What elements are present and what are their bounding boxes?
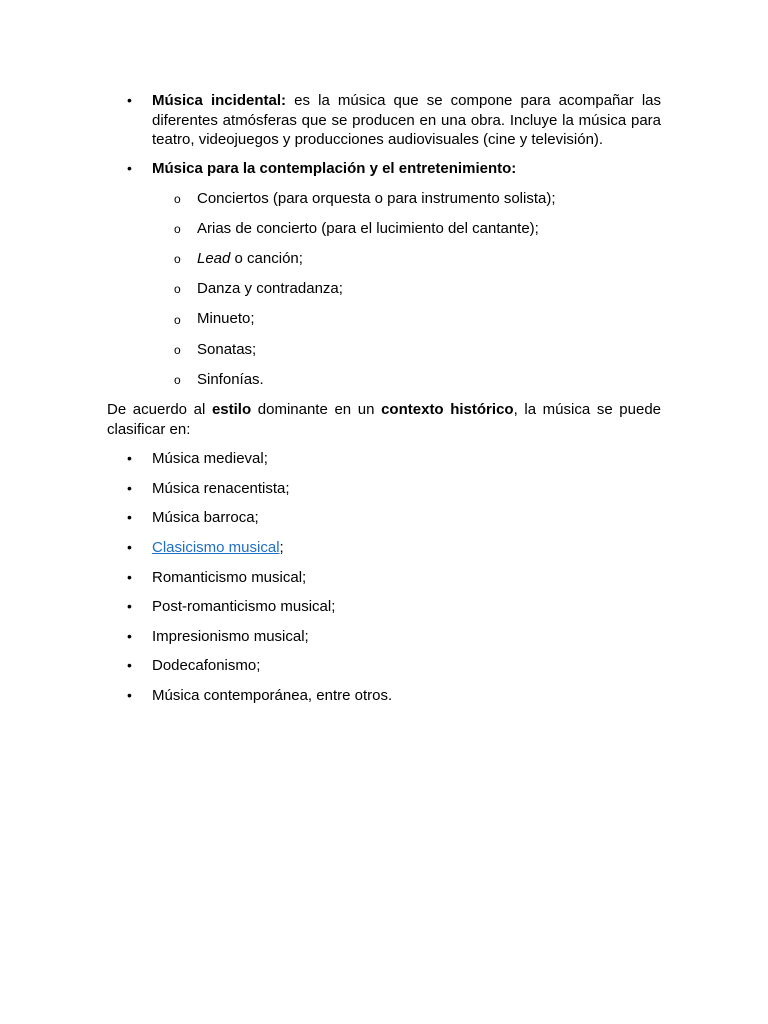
period-item-text: Post-romanticismo musical;: [152, 598, 336, 615]
list-item: [152, 597, 661, 617]
list-item-contemplacion: [152, 159, 661, 179]
list-item-musica-incidental: [152, 91, 661, 150]
sub-list-item: [197, 249, 661, 269]
sub-list-item: [197, 279, 661, 299]
list-item: [152, 686, 661, 706]
sub-item-text: Sinfonías.: [197, 371, 264, 388]
sub-item-text: o canción;: [230, 250, 303, 267]
sub-item-text: Danza y contradanza;: [197, 280, 343, 297]
sub-list-marker: o: [174, 192, 181, 206]
sub-list-item: [197, 189, 661, 209]
paragraph-part-1: De acuerdo al: [107, 401, 212, 418]
definition-line-3: teatro, videojuegos y producciones audiovisuales (cine y televisión).: [152, 131, 604, 148]
definition-line-1: es la música que se compone para acompañar las: [294, 92, 662, 109]
list-bullet: •: [127, 628, 132, 644]
list-bullet: •: [127, 539, 132, 555]
period-item-text: Música contemporánea, entre otros.: [152, 687, 393, 704]
period-item-text: Impresionismo musical;: [152, 628, 309, 645]
list-bullet: •: [127, 598, 132, 614]
list-item: [152, 627, 661, 647]
list-item: [152, 449, 661, 469]
sub-list-marker: o: [174, 282, 181, 296]
sub-list-item: [197, 309, 661, 329]
list-item: [152, 538, 661, 558]
list-bullet: •: [127, 480, 132, 496]
paragraph-line-2: clasificar en:: [107, 420, 191, 438]
list-bullet: •: [127, 569, 132, 585]
sub-item-text: Arias de concierto (para el lucimiento del cantante);: [197, 220, 539, 237]
paragraph-bold-contexto: contexto histórico: [381, 401, 514, 418]
period-item-text: Dodecafonismo;: [152, 657, 261, 674]
period-item-text: Música medieval;: [152, 450, 268, 467]
list-item: [152, 568, 661, 588]
period-item-text: Música renacentista;: [152, 480, 290, 497]
paragraph-part-3: , la música se puede: [513, 401, 662, 418]
sub-list-marker: o: [174, 343, 181, 357]
list-item: [152, 479, 661, 499]
list-item: [152, 508, 661, 528]
paragraph-bold-estilo: estilo: [211, 401, 252, 418]
sub-list-item: [197, 370, 661, 390]
sub-list-marker: o: [174, 313, 181, 327]
classification-paragraph: [107, 400, 661, 439]
list-bullet: •: [127, 657, 132, 673]
period-item-text: Música barroca;: [152, 509, 259, 526]
sub-item-text: Conciertos (para orquesta o para instrumento solista);: [197, 190, 556, 207]
sub-list-marker: o: [174, 252, 181, 266]
period-item-text: Romanticismo musical;: [152, 569, 307, 586]
term-musica-incidental: Música incidental:: [152, 92, 286, 109]
sub-item-text: Sonatas;: [197, 341, 257, 358]
list-bullet: •: [127, 509, 132, 525]
term-contemplacion: Música para la contemplación y el entretenimiento:: [152, 160, 517, 177]
sub-list-marker: o: [174, 373, 181, 387]
paragraph-part-2: dominante en un: [251, 401, 382, 418]
sub-item-text: Minueto;: [197, 310, 255, 327]
list-bullet: •: [127, 450, 132, 466]
sub-list-item: [197, 340, 661, 360]
sub-list-marker: o: [174, 222, 181, 236]
sub-item-italic: Lead: [197, 250, 231, 267]
list-bullet: •: [127, 687, 132, 703]
sub-list-item: [197, 219, 661, 239]
clasicismo-musical-link[interactable]: Clasicismo musical: [152, 539, 280, 556]
list-bullet: •: [127, 160, 132, 176]
list-item: [152, 656, 661, 676]
definition-line-2: diferentes atmósferas que se producen en una obra. Incluye la música para: [152, 111, 661, 129]
list-bullet: •: [127, 92, 132, 108]
period-item-text: ;: [279, 539, 284, 556]
